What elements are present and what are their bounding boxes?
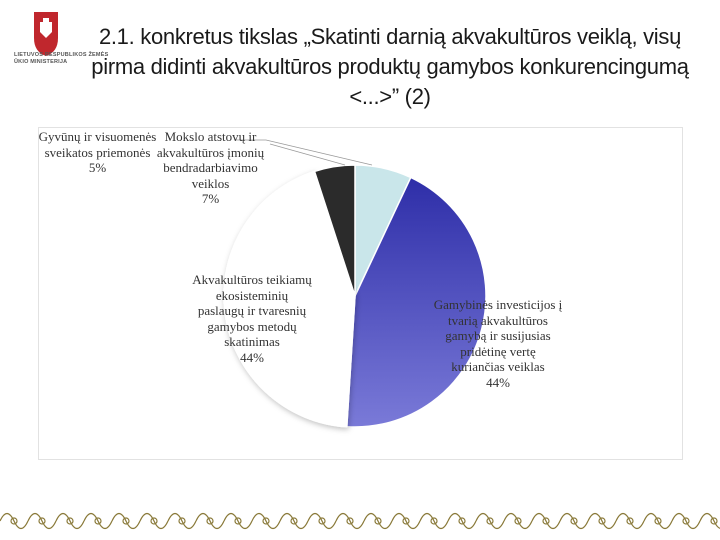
- slice-label-ecosystem: [192, 272, 312, 365]
- slice-label-science: [148, 129, 273, 207]
- logo-text: LIETUVOS RESPUBLIKOS ŽEMĖS ŪKIO MINISTERIJA: [14, 52, 109, 65]
- slice-label-science-name: Mokslo atstovų ir akvakultūros įmonių bendradarbiavimo veiklos: [156, 129, 265, 191]
- slice-label-science-pct: 7%: [201, 191, 220, 206]
- slice-label-ecosystem-name: Akvakultūros teikiamų ekosisteminių paslaugų ir tvaresnių gamybos metodų skatinimas: [192, 272, 312, 349]
- slice-label-health-pct: 5%: [88, 160, 107, 175]
- slice-label-health: [30, 129, 165, 176]
- slice-label-investment-pct: 44%: [486, 374, 510, 390]
- slice-label-investment-name: Gamybinės investicijos į tvarią akvakultūros gamybą ir susijusias pridėtinę vertę kuriančias veiklas: [433, 297, 563, 374]
- leader-line-health: [270, 144, 345, 165]
- slice-label-ecosystem-pct: 44%: [240, 349, 264, 365]
- slice-label-health-name: Gyvūnų ir visuomenės sveikatos priemonės: [38, 129, 157, 160]
- slice-label-investment: [432, 297, 564, 390]
- decorative-border: [0, 502, 720, 540]
- page-title: 2.1. konkretus tikslas „Skatinti darnią akvakultūros veiklą, visų pirma didinti akvakultūros produktų gamybos konkurencingumą <...>” (2): [91, 24, 689, 109]
